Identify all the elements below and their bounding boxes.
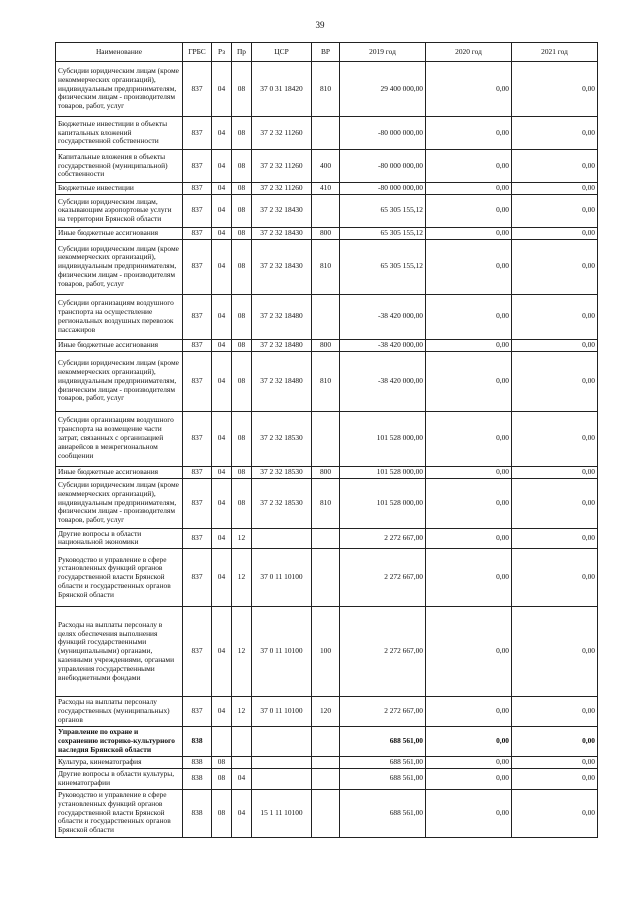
cell-pr: 04 (232, 768, 252, 789)
cell-rz: 04 (212, 194, 232, 227)
table-body (56, 62, 598, 838)
cell-csr: 37 2 32 18530 (252, 411, 312, 466)
cell-pr: 08 (232, 117, 252, 150)
col-header-name: Наименование (56, 43, 183, 62)
cell-rz: 04 (212, 294, 232, 339)
cell-vr (312, 768, 340, 789)
table-row (56, 117, 598, 150)
cell-vr: 800 (312, 339, 340, 351)
col-header-vr: ВР (312, 43, 340, 62)
cell-2021: 0,00 (512, 528, 598, 549)
col-header-2021: 2021 год (512, 43, 598, 62)
cell-csr: 37 2 32 18480 (252, 339, 312, 351)
cell-grbs: 838 (183, 726, 212, 756)
table-row (56, 528, 598, 549)
cell-rz: 04 (212, 62, 232, 117)
cell-2021: 0,00 (512, 726, 598, 756)
cell-rz: 04 (212, 478, 232, 528)
cell-2019: 688 561,00 (340, 789, 426, 837)
cell-vr (312, 789, 340, 837)
cell-pr: 12 (232, 528, 252, 549)
cell-pr: 08 (232, 227, 252, 239)
cell-2021: 0,00 (512, 62, 598, 117)
cell-2021: 0,00 (512, 789, 598, 837)
col-header-grbs: ГРБС (183, 43, 212, 62)
cell-name: Субсидии юридическим лицам (кроме некоммерческих организаций), индивидуальным предпринимателям, физическим лицам - производителям товаров, работ, услуг (56, 239, 183, 294)
table-row (56, 697, 598, 727)
cell-2019: 101 528 000,00 (340, 478, 426, 528)
table-row (56, 227, 598, 239)
table-row (56, 239, 598, 294)
cell-csr: 37 2 32 18530 (252, 478, 312, 528)
table-row (56, 150, 598, 183)
cell-pr: 08 (232, 194, 252, 227)
col-header-rz: Рз (212, 43, 232, 62)
cell-2021: 0,00 (512, 549, 598, 607)
cell-2020: 0,00 (426, 117, 512, 150)
cell-rz: 04 (212, 351, 232, 411)
cell-2019: 688 561,00 (340, 726, 426, 756)
cell-rz: 08 (212, 756, 232, 768)
cell-csr: 37 2 32 18480 (252, 351, 312, 411)
cell-name: Субсидии организациям воздушного транспорта на возмещение части затрат, связанных с организацией авиарейсов в межрегиональном сообщении (56, 411, 183, 466)
cell-2021: 0,00 (512, 150, 598, 183)
cell-2019: 2 272 667,00 (340, 697, 426, 727)
cell-csr: 37 2 32 11260 (252, 183, 312, 195)
cell-csr: 37 2 32 18530 (252, 466, 312, 478)
cell-grbs: 837 (183, 528, 212, 549)
cell-vr (312, 549, 340, 607)
cell-2019: 2 272 667,00 (340, 607, 426, 697)
cell-vr: 810 (312, 62, 340, 117)
cell-2020: 0,00 (426, 549, 512, 607)
cell-2021: 0,00 (512, 411, 598, 466)
cell-name: Бюджетные инвестиции в объекты капитальных вложений государственной собственности (56, 117, 183, 150)
cell-name: Руководство и управление в сфере установленных функций органов государственной власти Брянской области и государственных органов Брянской области (56, 789, 183, 837)
cell-2020: 0,00 (426, 528, 512, 549)
cell-name: Другие вопросы в области национальной экономики (56, 528, 183, 549)
cell-csr (252, 726, 312, 756)
cell-grbs: 837 (183, 339, 212, 351)
cell-2021: 0,00 (512, 478, 598, 528)
cell-pr: 08 (232, 411, 252, 466)
cell-vr (312, 528, 340, 549)
cell-grbs: 838 (183, 768, 212, 789)
cell-2021: 0,00 (512, 756, 598, 768)
table-row (56, 756, 598, 768)
cell-csr: 37 2 32 18430 (252, 227, 312, 239)
cell-rz: 04 (212, 549, 232, 607)
cell-vr: 410 (312, 183, 340, 195)
cell-vr: 100 (312, 607, 340, 697)
cell-2021: 0,00 (512, 339, 598, 351)
page-number: 39 (315, 20, 325, 30)
cell-2021: 0,00 (512, 607, 598, 697)
cell-2020: 0,00 (426, 339, 512, 351)
cell-grbs: 837 (183, 294, 212, 339)
cell-grbs: 837 (183, 227, 212, 239)
cell-pr: 08 (232, 150, 252, 183)
cell-vr: 800 (312, 466, 340, 478)
cell-2020: 0,00 (426, 726, 512, 756)
cell-grbs: 837 (183, 183, 212, 195)
cell-vr: 800 (312, 227, 340, 239)
cell-rz: 08 (212, 789, 232, 837)
cell-2021: 0,00 (512, 768, 598, 789)
cell-2020: 0,00 (426, 62, 512, 117)
cell-2019: 688 561,00 (340, 756, 426, 768)
cell-rz: 04 (212, 227, 232, 239)
cell-pr: 12 (232, 607, 252, 697)
cell-rz: 04 (212, 697, 232, 727)
cell-2019: -38 420 000,00 (340, 339, 426, 351)
cell-2019: 29 400 000,00 (340, 62, 426, 117)
cell-rz (212, 726, 232, 756)
table-row (56, 294, 598, 339)
cell-grbs: 837 (183, 549, 212, 607)
cell-name: Иные бюджетные ассигнования (56, 227, 183, 239)
cell-vr (312, 411, 340, 466)
cell-2019: 101 528 000,00 (340, 411, 426, 466)
cell-2021: 0,00 (512, 697, 598, 727)
cell-grbs: 837 (183, 150, 212, 183)
cell-2019: 2 272 667,00 (340, 528, 426, 549)
cell-rz: 04 (212, 150, 232, 183)
cell-pr (232, 756, 252, 768)
cell-2019: 101 528 000,00 (340, 466, 426, 478)
cell-vr (312, 117, 340, 150)
cell-2020: 0,00 (426, 411, 512, 466)
cell-2021: 0,00 (512, 117, 598, 150)
cell-pr: 08 (232, 339, 252, 351)
cell-name: Иные бюджетные ассигнования (56, 339, 183, 351)
cell-2021: 0,00 (512, 227, 598, 239)
cell-rz: 04 (212, 239, 232, 294)
cell-2020: 0,00 (426, 294, 512, 339)
cell-grbs: 837 (183, 62, 212, 117)
cell-2019: 65 305 155,12 (340, 239, 426, 294)
table-row (56, 351, 598, 411)
cell-vr: 810 (312, 239, 340, 294)
cell-rz: 08 (212, 768, 232, 789)
cell-pr: 08 (232, 183, 252, 195)
cell-name: Руководство и управление в сфере установленных функций органов государственной власти Брянской области и государственных органов Брянской области (56, 549, 183, 607)
cell-rz: 04 (212, 117, 232, 150)
cell-name: Капитальные вложения в объекты государственной (муниципальной) собственности (56, 150, 183, 183)
cell-grbs: 838 (183, 789, 212, 837)
table-row (56, 62, 598, 117)
cell-pr: 08 (232, 351, 252, 411)
cell-name: Субсидии юридическим лицам (кроме некоммерческих организаций), индивидуальным предпринимателям, физическим лицам - производителям товаров, работ, услуг (56, 478, 183, 528)
cell-pr: 08 (232, 294, 252, 339)
cell-vr (312, 756, 340, 768)
cell-vr: 120 (312, 697, 340, 727)
cell-csr (252, 756, 312, 768)
cell-2019: -80 000 000,00 (340, 183, 426, 195)
cell-2020: 0,00 (426, 466, 512, 478)
table-row (56, 339, 598, 351)
cell-2020: 0,00 (426, 239, 512, 294)
table-row (56, 466, 598, 478)
cell-pr: 08 (232, 239, 252, 294)
cell-csr: 15 1 11 10100 (252, 789, 312, 837)
cell-name: Субсидии юридическим лицам (кроме некоммерческих организаций), индивидуальным предпринимателям, физическим лицам - производителям товаров, работ, услуг (56, 351, 183, 411)
cell-rz: 04 (212, 607, 232, 697)
cell-csr: 37 0 31 18420 (252, 62, 312, 117)
cell-2020: 0,00 (426, 227, 512, 239)
cell-csr (252, 528, 312, 549)
cell-pr: 08 (232, 466, 252, 478)
budget-table (55, 42, 598, 838)
col-header-2020: 2020 год (426, 43, 512, 62)
cell-2020: 0,00 (426, 768, 512, 789)
cell-2020: 0,00 (426, 150, 512, 183)
cell-pr: 12 (232, 697, 252, 727)
cell-name: Бюджетные инвестиции (56, 183, 183, 195)
cell-grbs: 837 (183, 466, 212, 478)
cell-2021: 0,00 (512, 239, 598, 294)
cell-vr (312, 294, 340, 339)
cell-vr: 810 (312, 478, 340, 528)
cell-grbs: 837 (183, 607, 212, 697)
cell-name: Иные бюджетные ассигнования (56, 466, 183, 478)
cell-name: Культура, кинематография (56, 756, 183, 768)
cell-vr: 400 (312, 150, 340, 183)
cell-grbs: 837 (183, 351, 212, 411)
cell-csr (252, 768, 312, 789)
cell-2020: 0,00 (426, 756, 512, 768)
cell-2019: -80 000 000,00 (340, 150, 426, 183)
table-row (56, 607, 598, 697)
cell-2020: 0,00 (426, 789, 512, 837)
cell-2019: 65 305 155,12 (340, 227, 426, 239)
cell-pr (232, 726, 252, 756)
cell-csr: 37 0 11 10100 (252, 607, 312, 697)
cell-grbs: 837 (183, 117, 212, 150)
cell-csr: 37 2 32 18430 (252, 194, 312, 227)
cell-name: Расходы на выплаты персоналу в целях обеспечения выполнения функций государственными (муниципальными) органами, казенными учреждениями, органами управления государственными внебюджетными фондами (56, 607, 183, 697)
cell-csr: 37 2 32 11260 (252, 150, 312, 183)
cell-2019: 65 305 155,12 (340, 194, 426, 227)
cell-name: Субсидии организациям воздушного транспорта на осуществление региональных воздушных перевозок пассажиров (56, 294, 183, 339)
cell-name: Управление по охране и сохранению историко-культурного наследия Брянской области (56, 726, 183, 756)
col-header-pr: Пр (232, 43, 252, 62)
table-row (56, 549, 598, 607)
cell-2020: 0,00 (426, 351, 512, 411)
cell-pr: 08 (232, 62, 252, 117)
cell-name: Субсидии юридическим лицам (кроме некоммерческих организаций), индивидуальным предпринимателям, физическим лицам - производителям товаров, работ, услуг (56, 62, 183, 117)
cell-rz: 04 (212, 339, 232, 351)
table-row (56, 789, 598, 837)
cell-2021: 0,00 (512, 194, 598, 227)
table-row (56, 411, 598, 466)
table-row (56, 726, 598, 756)
cell-name: Другие вопросы в области культуры, кинематографии (56, 768, 183, 789)
cell-csr: 37 0 11 10100 (252, 697, 312, 727)
cell-2019: -38 420 000,00 (340, 351, 426, 411)
cell-rz: 04 (212, 411, 232, 466)
cell-rz: 04 (212, 466, 232, 478)
cell-csr: 37 2 32 18480 (252, 294, 312, 339)
cell-grbs: 837 (183, 239, 212, 294)
table-row (56, 768, 598, 789)
cell-name: Расходы на выплаты персоналу государственных (муниципальных) органов (56, 697, 183, 727)
col-header-csr: ЦСР (252, 43, 312, 62)
cell-csr: 37 2 32 18430 (252, 239, 312, 294)
cell-grbs: 837 (183, 411, 212, 466)
cell-2021: 0,00 (512, 294, 598, 339)
cell-2020: 0,00 (426, 183, 512, 195)
cell-2020: 0,00 (426, 607, 512, 697)
cell-grbs: 837 (183, 194, 212, 227)
cell-grbs: 838 (183, 756, 212, 768)
cell-2019: -80 000 000,00 (340, 117, 426, 150)
table-row (56, 478, 598, 528)
cell-grbs: 837 (183, 478, 212, 528)
cell-pr: 08 (232, 478, 252, 528)
table-header-row (56, 43, 598, 62)
cell-2019: 2 272 667,00 (340, 549, 426, 607)
cell-vr: 810 (312, 351, 340, 411)
cell-2020: 0,00 (426, 478, 512, 528)
col-header-2019: 2019 год (340, 43, 426, 62)
table-row (56, 183, 598, 195)
cell-pr: 04 (232, 789, 252, 837)
cell-2019: 688 561,00 (340, 768, 426, 789)
cell-csr: 37 0 11 10100 (252, 549, 312, 607)
cell-2021: 0,00 (512, 183, 598, 195)
cell-grbs: 837 (183, 697, 212, 727)
cell-csr: 37 2 32 11260 (252, 117, 312, 150)
cell-name: Субсидии юридическим лицам, оказывающим аэропортовые услуги на территории Брянской области (56, 194, 183, 227)
cell-rz: 04 (212, 528, 232, 549)
cell-vr (312, 194, 340, 227)
cell-2021: 0,00 (512, 466, 598, 478)
cell-2020: 0,00 (426, 697, 512, 727)
table-row (56, 194, 598, 227)
cell-vr (312, 726, 340, 756)
cell-2019: -38 420 000,00 (340, 294, 426, 339)
cell-2021: 0,00 (512, 351, 598, 411)
cell-2020: 0,00 (426, 194, 512, 227)
cell-rz: 04 (212, 183, 232, 195)
cell-pr: 12 (232, 549, 252, 607)
